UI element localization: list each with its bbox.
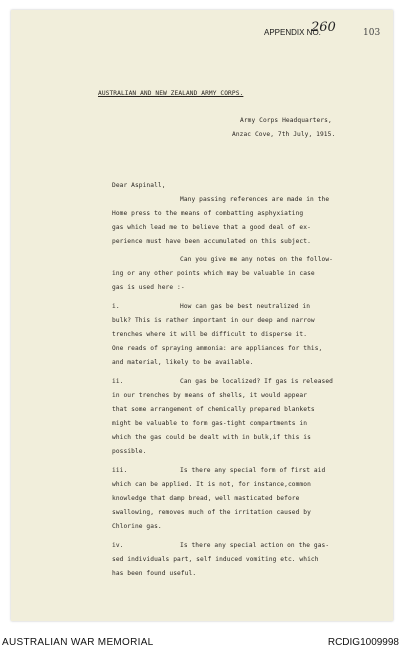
- item-number: i.: [112, 303, 120, 310]
- body-line: Home press to the means of combatting asphyxiating: [112, 210, 304, 217]
- body-line: knowledge that damp bread, well masticated before: [112, 495, 300, 502]
- body-line: has been found useful.: [112, 570, 197, 577]
- body-line: sed individuals part, self induced vomiting etc. which: [112, 556, 319, 563]
- item-number: ii.: [112, 378, 124, 385]
- body-line: ing or any other points which may be valuable in case: [112, 270, 315, 277]
- address-line-2: Anzac Cove, 7th July, 1915.: [232, 131, 336, 138]
- body-line: in our trenches by means of shells, it would appear: [112, 392, 308, 399]
- salutation: Dear Aspinall,: [112, 182, 166, 189]
- body-line: trenches where it will be difficult to disperse it.: [112, 331, 308, 338]
- item-number: iii.: [112, 467, 128, 474]
- item-number: iv.: [112, 542, 124, 549]
- body-line: perience must have been accumulated on this subject.: [112, 238, 311, 245]
- address-line-1: Army Corps Headquarters,: [240, 117, 332, 124]
- folio-number: 103: [363, 28, 381, 38]
- body-line: might be valuable to form gas-tight compartments in: [112, 420, 308, 427]
- body-line: that some arrangement of chemically prepared blankets: [112, 406, 315, 413]
- body-line: gas which lead me to believe that a good deal of ex-: [112, 224, 311, 231]
- body-line: swallowing, removes much of the irritation caused by: [112, 509, 311, 516]
- document-page: [11, 10, 393, 621]
- body-line: gas is used here :-: [112, 284, 185, 291]
- letter-heading: AUSTRALIAN AND NEW ZEALAND ARMY CORPS.: [98, 90, 244, 97]
- body-line: Is there any special action on the gas-: [180, 542, 330, 549]
- body-line: bulk? This is rather important in our deep and narrow: [112, 317, 315, 324]
- record-id: RCDIG1009998: [327, 637, 399, 648]
- body-line: How can gas be best neutralized in: [180, 303, 311, 310]
- body-line: Chlorine gas.: [112, 523, 162, 530]
- appendix-label: APPENDIX NO.: [264, 28, 321, 37]
- body-line: One reads of spraying ammonia: are appliances for this,: [112, 345, 323, 352]
- appendix-number: 260: [311, 20, 336, 35]
- body-line: Many passing references are made in the: [180, 196, 330, 203]
- body-line: Is there any special form of first aid: [180, 467, 326, 474]
- body-line: Can gas be localized? If gas is released: [180, 378, 334, 385]
- institution-name: AUSTRALIAN WAR MEMORIAL: [2, 637, 154, 648]
- body-line: which the gas could be dealt with in bulk,if this is: [112, 434, 311, 441]
- body-line: Can you give me any notes on the follow-: [180, 256, 334, 263]
- body-line: and material, likely to be available.: [112, 359, 254, 366]
- body-line: possible.: [112, 448, 147, 455]
- body-line: which can be applied. It is not, for instance,common: [112, 481, 311, 488]
